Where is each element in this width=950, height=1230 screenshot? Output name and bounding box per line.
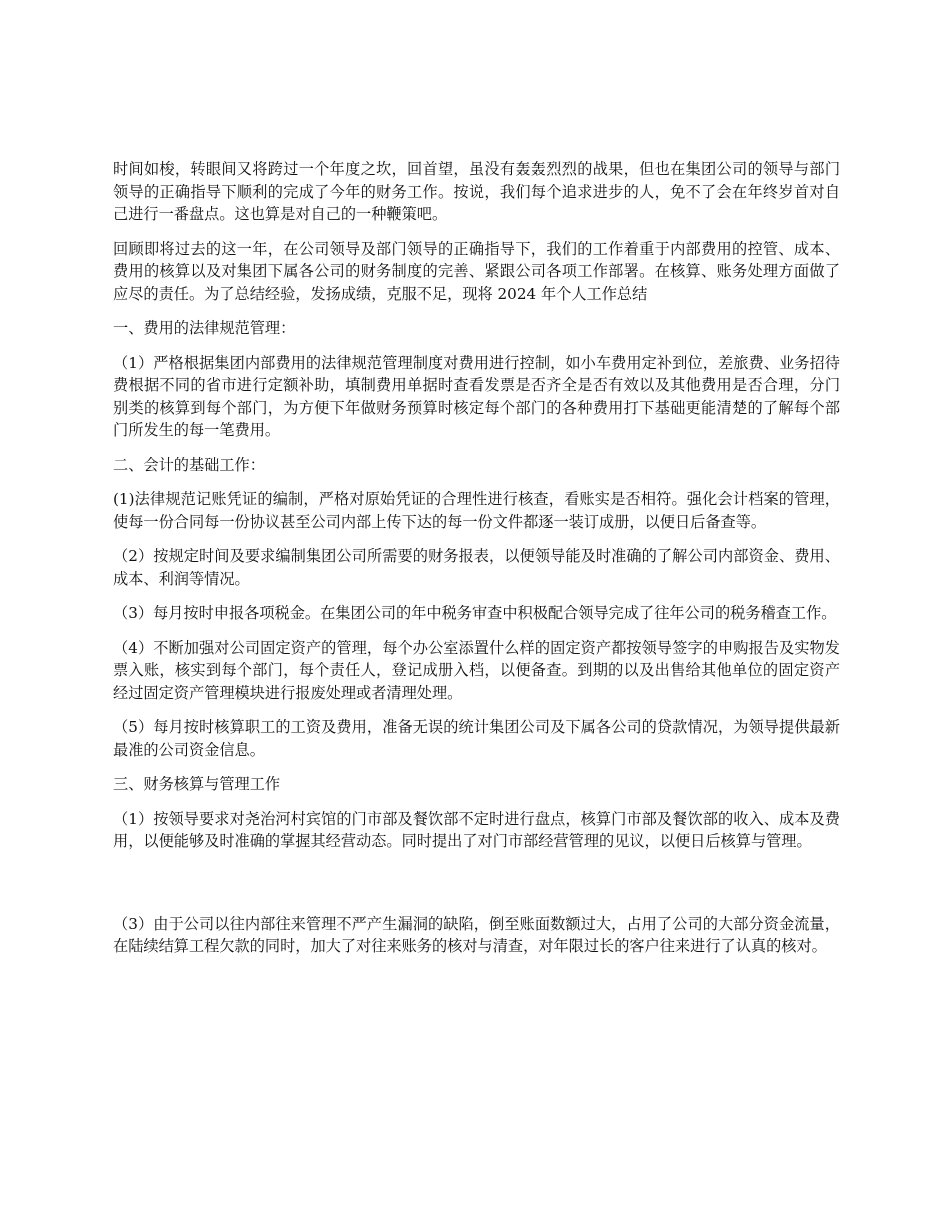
expense-item-1: （1）严格根据集团内部费用的法律规范管理制度对费用进行控制，如小车费用定补到位，差旅费、业务招待费根据不同的省市进行定额补助，填制费用单据时查看发票是否齐全是否有效以及其他费用是否合理，分门别类的核算到每个部门，为方便下年做财务预算时核定每个部门的各种费用打下基础更能清楚的了解每个部门所发生的每一笔费用。	[113, 353, 840, 439]
intro-paragraph-1: 时间如梭，转眼间又将跨过一个年度之坎，回首望，虽没有轰轰烈烈的战果，但也在集团公司的领导与部门领导的正确指导下顺利的完成了今年的财务工作。按说，我们每个追求进步的人，免不了会在年终岁首对自己进行一番盘点。这也算是对自己的一种鞭策吧。	[113, 160, 840, 223]
document-page	[113, 158, 840, 970]
section-heading-expense-management: 一、费用的法律规范管理：	[113, 319, 296, 337]
accounting-item-2: （2）按规定时间及要求编制集团公司所需要的财务报表，以便领导能及时准确的了解公司内部资金、费用、成本、利润等情况。	[113, 547, 840, 588]
section-heading-financial-accounting: 三、财务核算与管理工作	[113, 775, 281, 793]
accounting-item-4: （4）不断加强对公司固定资产的管理，每个办公室添置什么样的固定资产都按领导签字的申购报告及实物发票入账，核实到每个部门，每个责任人，登记成册入档，以便备查。到期的以及出售给其他单位的固定资产经过固定资产管理模块进行报废处理或者清理处理。	[113, 638, 840, 702]
accounting-item-3: （3）每月按时申报各项税金。在集团公司的年中税务审查中积极配合领导完成了往年公司的税务稽查工作。	[113, 604, 837, 622]
financial-item-1: （1）按领导要求对尧治河村宾馆的门市部及餐饮部不定时进行盘点，核算门市部及餐饮部的收入、成本及费用，以便能够及时准确的掌握其经营动态。同时提出了对门市部经营管理的见议，以便日后核算与管理。	[113, 809, 840, 850]
accounting-item-1: (1)法律规范记账凭证的编制，严格对原始凭证的合理性进行核查，看账实是否相符。强化会计档案的管理，使每一份合同每一份协议甚至公司内部上传下达的每一份文件都逐一装订成册，以便日后备查等。	[113, 490, 840, 531]
accounting-item-5: （5）每月按时核算职工的工资及费用，准备无误的统计集团公司及下属各公司的贷款情况，为领导提供最新最准的公司资金信息。	[113, 718, 840, 759]
intro-paragraph-2: 回顾即将过去的这一年，在公司领导及部门领导的正确指导下，我们的工作着重于内部费用的控管、成本、费用的核算以及对集团下属各公司的财务制度的完善、紧跟公司各项工作部署。在核算、账务处理方面做了应尽的责任。为了总结经验，发扬成绩，克服不足，现将 2024 年个人工作总结	[113, 239, 840, 303]
section-heading-accounting-basics: 二、会计的基础工作：	[113, 455, 265, 474]
blank-gap	[113, 865, 840, 913]
financial-item-3: （3）由于公司以往内部往来管理不严产生漏洞的缺陷，倒至账面数额过大，占用了公司的大部分资金流量，在陆续结算工程欠款的同时，加大了对往来账务的核对与清查，对年限过长的客户往来进行了认真的核对。	[113, 914, 840, 955]
